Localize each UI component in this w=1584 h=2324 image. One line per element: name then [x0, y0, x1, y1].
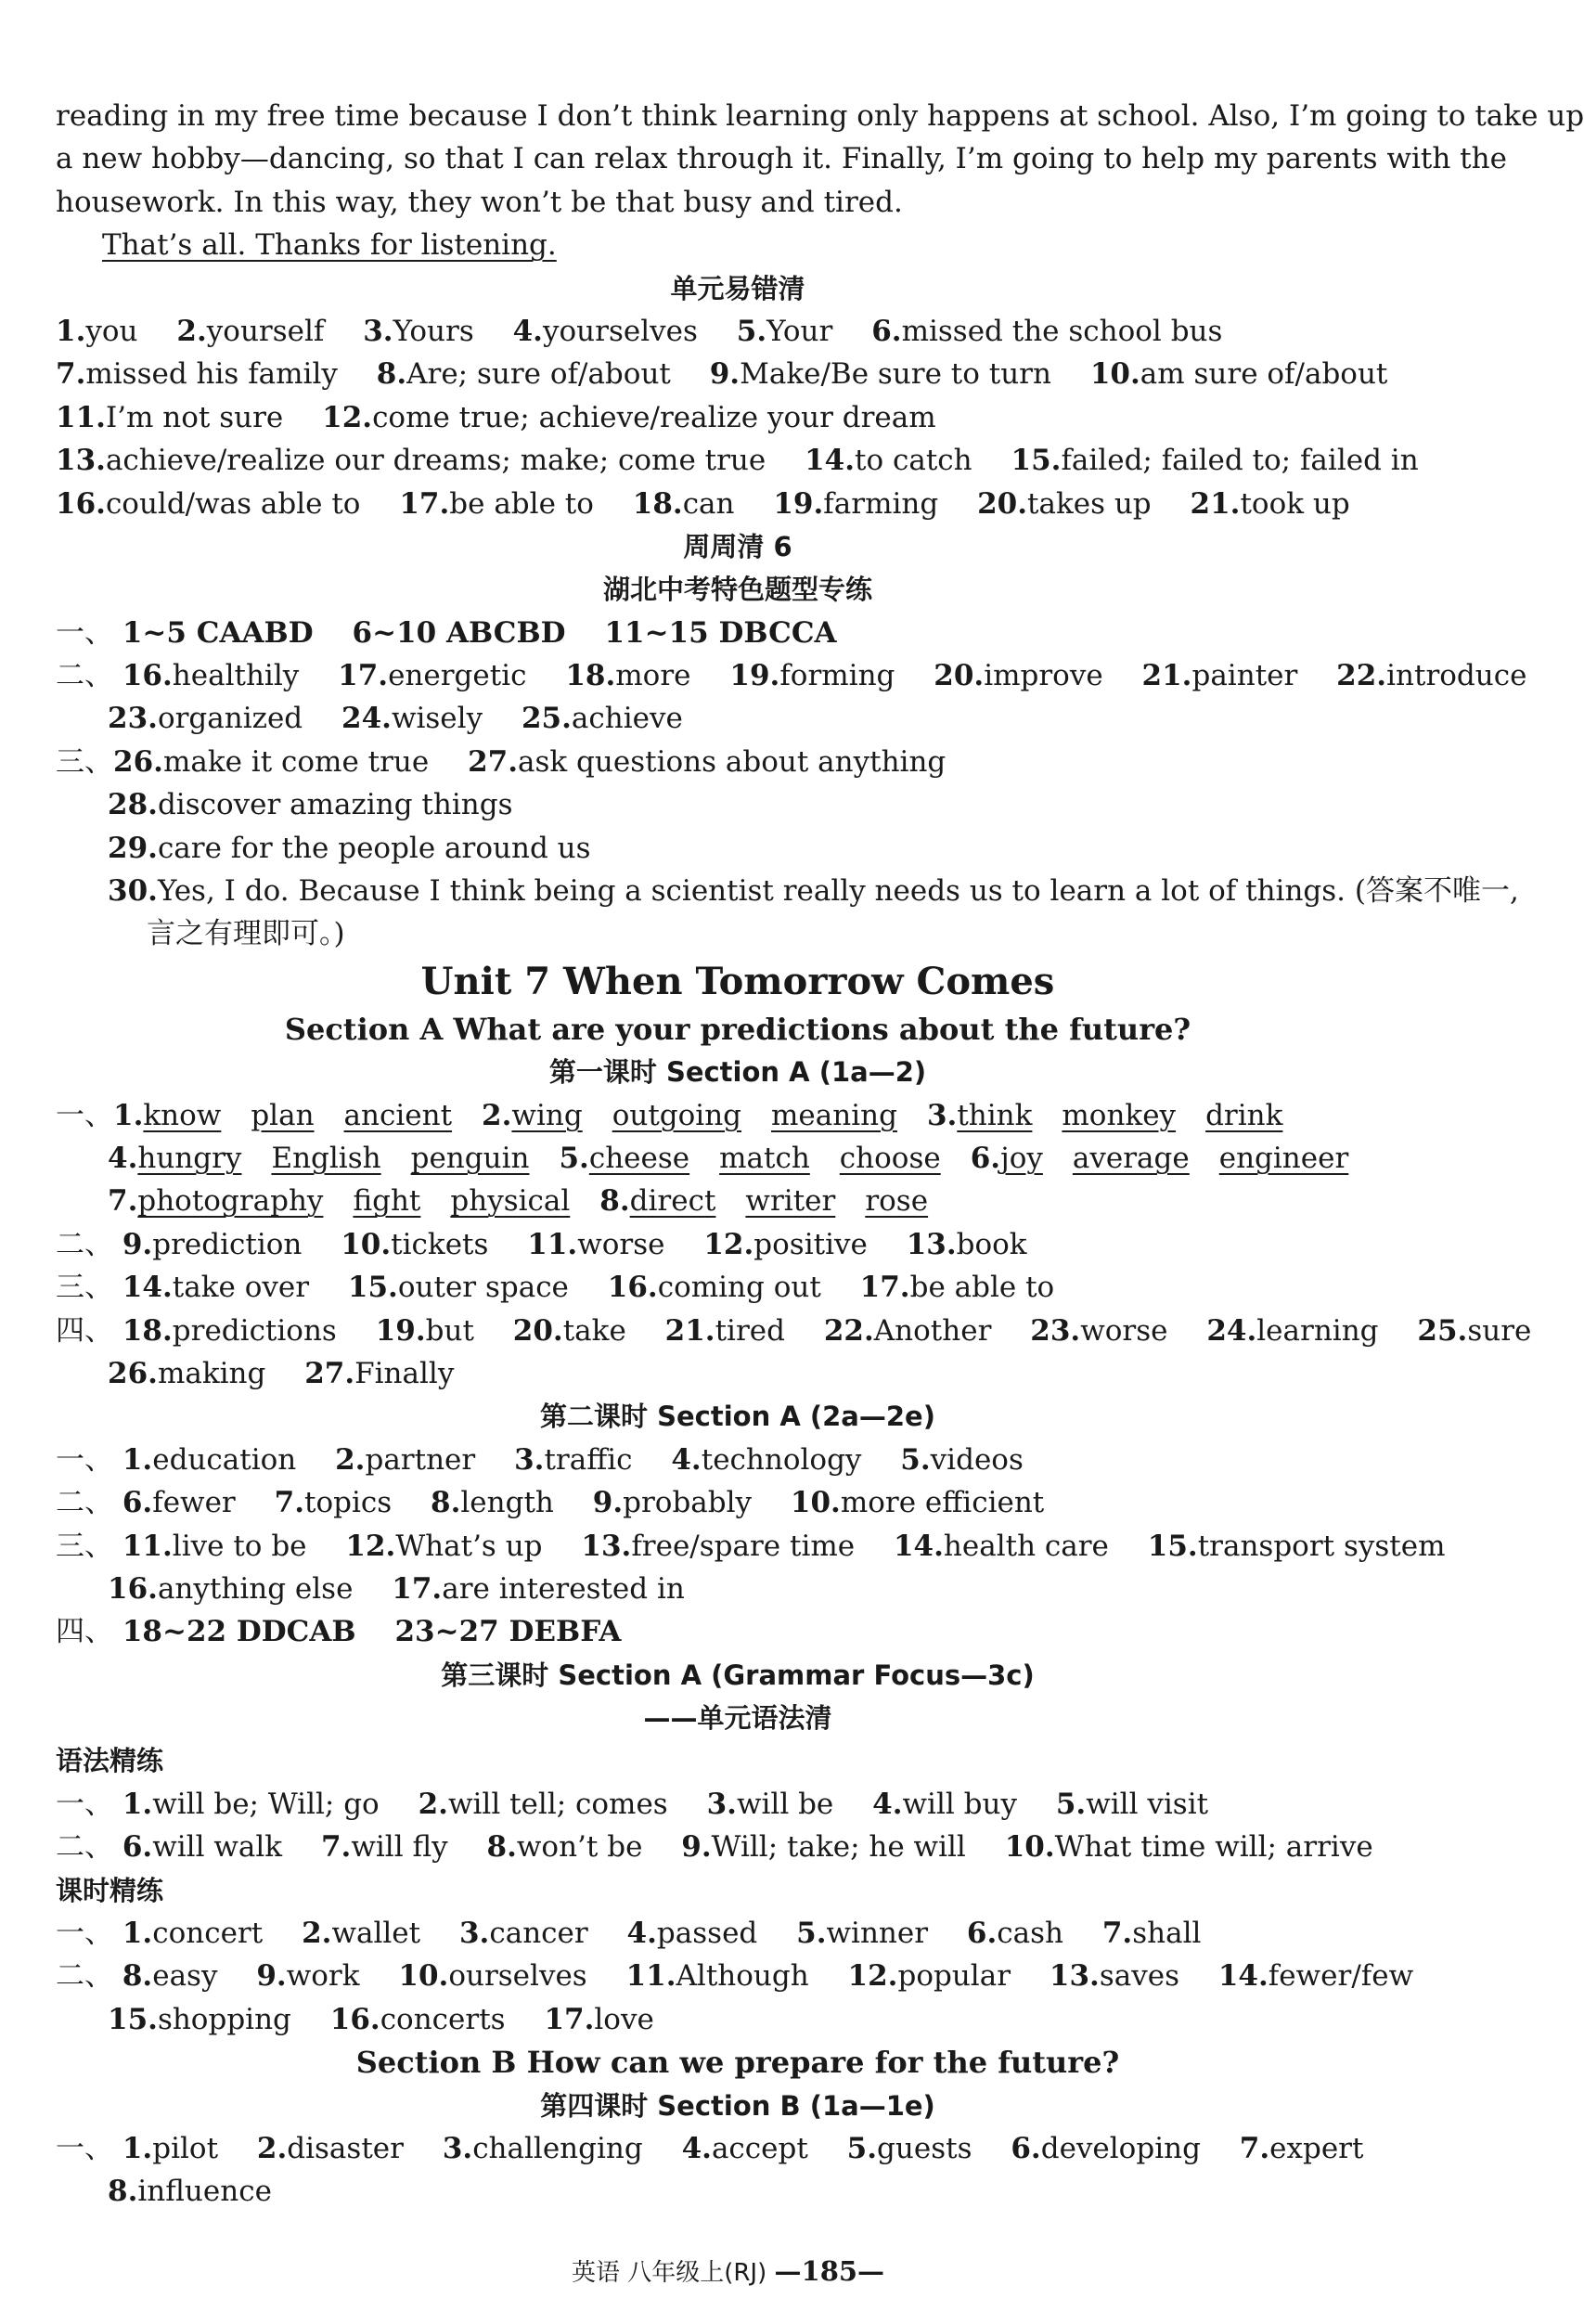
answer-row: 1.you 2.yourself 3.Yours 4.yourselves 5.Your 6.missed the school bus: [56, 314, 1223, 348]
answer-row: 11.I’m not sure 12.come true; achieve/realize your dream: [56, 400, 936, 434]
answer-row: 23.organized 24.wisely 25.achieve: [108, 702, 683, 736]
section-a-title: Section A What are your predictions about the future?: [284, 1011, 1191, 1047]
unit-title: Unit 7 When Tomorrow Comes: [420, 959, 1055, 1003]
answer-row: 一、 1.education 2.partner 3.traffic 4.technology 5.videos: [56, 1442, 1024, 1477]
intro-closing: [56, 224, 1420, 266]
answer-row: 30.Yes, I do. Because I think being a scientist really needs us to learn a lot of things. (答案不唯一,: [108, 874, 1519, 909]
grammar-practice-heading: 语法精练: [56, 1745, 164, 1777]
answer-row: 13.achieve/realize our dreams; make; come true 14.to catch 15.failed; failed to; failed in: [56, 444, 1419, 478]
answer-row: 言之有理即可。): [147, 917, 345, 951]
answer-row: 四、 18~22 DDCAB 23~27 DEBFA: [56, 1615, 622, 1649]
answer-row: 二、 9.prediction 10.tickets 11.worse 12.positive 13.book: [56, 1227, 1027, 1261]
intro-line: housework. In this way, they won’t be that busy and tired.: [56, 185, 903, 219]
intro-line: a new hobby—dancing, so that I can relax through it. Finally, I’m going to help my parents with the: [56, 142, 1507, 176]
lesson-title: 第三课时 Section A (Grammar Focus—3c): [441, 1659, 1035, 1691]
answer-row: 三、26.make it come true 27.ask questions about anything: [56, 744, 947, 779]
answer-row: 8.influence: [108, 2175, 272, 2209]
answer-row: 7.photography fight physical 8.direct writer rose: [108, 1184, 929, 1219]
answer-row: 28.discover amazing things: [108, 788, 513, 822]
answer-row: 一、1.know plan ancient 2.wing outgoing meaning 3.think monkey drink: [56, 1098, 1283, 1132]
answer-row: 7.missed his family 8.Are; sure of/about 9.Make/Be sure to turn 10.am sure of/about: [56, 357, 1388, 392]
lesson-subtitle: ——单元语法清: [643, 1702, 832, 1735]
answer-row: 三、 11.live to be 12.What’s up 13.free/spare time 14.health care 15.transport system: [56, 1529, 1446, 1563]
answer-row: 26.making 27.Finally: [108, 1356, 455, 1390]
answer-row: 一、 1.will be; Will; go 2.will tell; comes 3.will be 4.will buy 5.will visit: [56, 1787, 1209, 1821]
footer-subject: 英语: [571, 2259, 620, 2287]
answer-row: 29.care for the people around us: [108, 831, 591, 865]
lesson-title: 第二课时 Section A (2a—2e): [540, 1401, 935, 1433]
section-title-zhouzhouqing: 周周清 6: [683, 530, 792, 562]
section-subtitle-zhouzhouqing: 湖北中考特色题型专练: [602, 574, 872, 606]
page-footer: [0, 2253, 1456, 2288]
answer-row: 二、 6.fewer 7.topics 8.length 9.probably 10.more efficient: [56, 1486, 1045, 1520]
answer-row: 一、 1.pilot 2.disaster 3.challenging 4.accept 5.guests 6.developing 7.expert: [56, 2131, 1364, 2165]
answer-row: 16.anything else 17.are interested in: [108, 1571, 685, 1606]
answer-row: 二、 8.easy 9.work 10.ourselves 11.Although 12.popular 13.saves 14.fewer/few: [56, 1959, 1414, 1994]
page-number: —185—: [774, 2255, 885, 2287]
answer-row: 一、 1~5 CAABD 6~10 ABCBD 11~15 DBCCA: [56, 615, 837, 650]
footer-grade: 八年级上(RJ): [627, 2259, 767, 2287]
answer-row: 4.hungry English penguin 5.cheese match choose 6.joy average engineer: [108, 1141, 1349, 1175]
answer-row: 二、 16.healthily 17.energetic 18.more 19.forming 20.improve 21.painter 22.introduce: [56, 659, 1527, 693]
answer-row: 二、 6.will walk 7.will fly 8.won’t be 9.Will; take; he will 10.What time will; arrive: [56, 1830, 1373, 1865]
lesson-title: 第四课时 Section B (1a—1e): [540, 2089, 935, 2122]
intro-closing-text: That’s all. Thanks for listening.: [102, 228, 557, 263]
section-b-title: Section B How can we prepare for the future?: [355, 2045, 1120, 2081]
answer-row: 16.could/was able to 17.be able to 18.can 19.farming 20.takes up 21.took up: [56, 486, 1350, 521]
intro-line: reading in my free time because I don’t think learning only happens at school. Also, I’m going to take up: [56, 99, 1584, 133]
lesson-title: 第一课时 Section A (1a—2): [548, 1056, 927, 1089]
answer-row: 15.shopping 16.concerts 17.love: [108, 2002, 654, 2036]
section-title-yicuoqing: 单元易错清: [670, 272, 805, 304]
lesson-practice-heading: 课时精练: [56, 1874, 164, 1906]
answer-row: 四、 18.predictions 19.but 20.take 21.tired 22.Another 23.worse 24.learning 25.sure: [56, 1313, 1532, 1348]
answer-row: 三、 14.take over 15.outer space 16.coming out 17.be able to: [56, 1271, 1055, 1305]
answer-page: [56, 95, 1584, 2214]
answer-row: 一、 1.concert 2.wallet 3.cancer 4.passed 5.winner 6.cash 7.shall: [56, 1917, 1202, 1951]
